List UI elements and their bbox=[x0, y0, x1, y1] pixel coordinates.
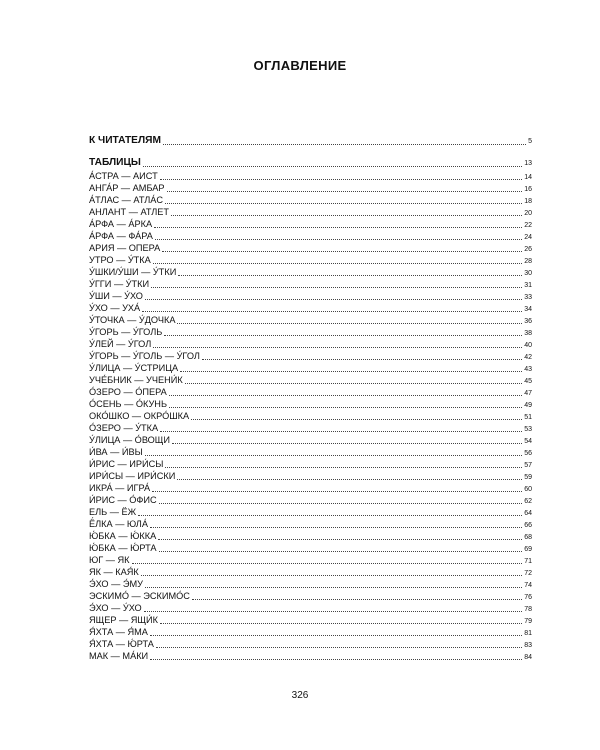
toc-entry[interactable] bbox=[89, 242, 532, 254]
toc-page-number: 60 bbox=[524, 486, 532, 493]
toc-entry[interactable] bbox=[89, 554, 532, 566]
toc-section-label: К ЧИТАТЕЛЯМ bbox=[89, 135, 161, 146]
toc-page-number: 24 bbox=[524, 234, 532, 241]
toc-entry-label: Э́ХО — Э́МУ bbox=[89, 579, 143, 589]
toc-page-number: 31 bbox=[524, 282, 532, 289]
toc-entry-label: У́ЛИЦА — У́СТРИЦА bbox=[89, 363, 179, 373]
toc-entry-label: АРИЯ — ОПЕРА bbox=[89, 243, 161, 253]
dot-leader bbox=[154, 227, 522, 228]
toc-intro bbox=[89, 134, 532, 148]
dot-leader bbox=[177, 323, 522, 324]
dot-leader bbox=[153, 263, 522, 264]
toc-page-number: 54 bbox=[524, 438, 532, 445]
toc-entry[interactable] bbox=[89, 434, 532, 446]
toc-entry-label: У́ЛЕЙ — У́ГОЛ bbox=[89, 339, 152, 349]
toc-entry-label: О́ЗЕРО — У́ТКА bbox=[89, 423, 159, 433]
toc-entry[interactable] bbox=[89, 350, 532, 362]
dot-leader bbox=[171, 215, 522, 216]
dot-leader bbox=[152, 491, 522, 492]
toc-entry[interactable] bbox=[89, 374, 532, 386]
dot-leader bbox=[143, 166, 522, 167]
toc-entry-label: УЧЕ́БНИК — УЧЕНИ́К bbox=[89, 375, 183, 385]
toc-entry[interactable] bbox=[89, 326, 532, 338]
toc-page-number: 5 bbox=[528, 138, 532, 145]
toc-page-number: 66 bbox=[524, 522, 532, 529]
toc-entry-label: ОКО́ШКО — ОКРО́ШКА bbox=[89, 411, 190, 421]
toc-page-number: 57 bbox=[524, 462, 532, 469]
toc-entry-label: И́РИС — ИРИ́СЫ bbox=[89, 459, 164, 469]
dot-leader bbox=[192, 599, 522, 600]
toc-entry-label: ЕЛЬ — ЁЖ bbox=[89, 507, 137, 517]
toc-entry[interactable] bbox=[89, 590, 532, 602]
dot-leader bbox=[132, 563, 523, 564]
dot-leader bbox=[185, 383, 523, 384]
toc-page-number: 20 bbox=[524, 210, 532, 217]
dot-leader bbox=[160, 431, 522, 432]
dot-leader bbox=[155, 239, 522, 240]
toc-page-number: 72 bbox=[524, 570, 532, 577]
toc-entry-label: АНЛАНТ — АТЛЕТ bbox=[89, 207, 170, 217]
toc-entry-label: УТРО — У́ТКА bbox=[89, 255, 151, 265]
toc-entry-label: ИРИ́СЫ — ИРИ́СКИ bbox=[89, 471, 176, 481]
toc-page-number: 62 bbox=[524, 498, 532, 505]
toc-entry[interactable] bbox=[89, 314, 532, 326]
dot-leader bbox=[162, 251, 522, 252]
dot-leader bbox=[191, 419, 522, 420]
toc-page-number: 18 bbox=[524, 198, 532, 205]
toc-entry[interactable] bbox=[89, 542, 532, 554]
page-number: 326 bbox=[291, 690, 309, 701]
toc-entry[interactable] bbox=[89, 290, 532, 302]
toc-list bbox=[89, 156, 532, 662]
toc-page-number: 59 bbox=[524, 474, 532, 481]
toc-page-number: 79 bbox=[524, 618, 532, 625]
toc-entry[interactable] bbox=[89, 638, 532, 650]
toc-page-number: 64 bbox=[524, 510, 532, 517]
dot-leader bbox=[160, 179, 523, 180]
dot-leader bbox=[145, 455, 522, 456]
dot-leader bbox=[142, 311, 522, 312]
toc-entry-label: Я́ХТА — Ю́РТА bbox=[89, 639, 154, 649]
toc-entry-label: ЯЩЕР — ЯЩИ́К bbox=[89, 615, 159, 625]
dot-leader bbox=[159, 551, 523, 552]
dot-leader bbox=[172, 443, 522, 444]
toc-entry-label: И́ВА — И́ВЫ bbox=[89, 447, 143, 457]
toc-entry-label: Ё́ЛКА — ЮЛА́ bbox=[89, 519, 148, 529]
toc-entry[interactable] bbox=[89, 482, 532, 494]
dot-leader bbox=[150, 659, 522, 660]
toc-entry-label: У́ШКИ/У́ШИ — У́ТКИ bbox=[89, 267, 177, 277]
toc-entry-label: Ю́БКА — Ю́РТА bbox=[89, 543, 157, 553]
toc-entry-label: О́ЗЕРО — О́ПЕРА bbox=[89, 387, 167, 397]
toc-page-number: 74 bbox=[524, 582, 532, 589]
toc-entry-label: У́ШИ — У́ХО bbox=[89, 291, 143, 301]
dot-leader bbox=[180, 371, 522, 372]
dot-leader bbox=[163, 144, 526, 145]
toc-page-number: 33 bbox=[524, 294, 532, 301]
toc-entry[interactable] bbox=[89, 338, 532, 350]
toc-page-number: 34 bbox=[524, 306, 532, 313]
dot-leader bbox=[145, 299, 522, 300]
dot-leader bbox=[165, 203, 522, 204]
toc-entry-label: ЯК — КАЯ́К bbox=[89, 567, 139, 577]
toc-entry-label: Э́ХО — У́ХО bbox=[89, 603, 142, 613]
toc-page-number: 13 bbox=[524, 160, 532, 167]
toc-page-number: 53 bbox=[524, 426, 532, 433]
dot-leader bbox=[202, 359, 522, 360]
toc-entry[interactable] bbox=[89, 206, 532, 218]
dot-leader bbox=[165, 467, 522, 468]
toc-entry[interactable] bbox=[89, 650, 532, 662]
toc-page-number: 16 bbox=[524, 186, 532, 193]
toc-page-number: 36 bbox=[524, 318, 532, 325]
toc-entry-label: У́ГГИ — У́ТКИ bbox=[89, 279, 150, 289]
dot-leader bbox=[141, 575, 522, 576]
dot-leader bbox=[160, 623, 522, 624]
toc-entry-label: У́ЛИЦА — О́ВОЩИ bbox=[89, 435, 171, 445]
toc-page-number: 38 bbox=[524, 330, 532, 337]
dot-leader bbox=[150, 527, 522, 528]
toc-entry[interactable] bbox=[89, 302, 532, 314]
toc-entry-label: АНГА́Р — АМБАР bbox=[89, 183, 165, 193]
toc-page-number: 51 bbox=[524, 414, 532, 421]
toc-entry[interactable] bbox=[89, 386, 532, 398]
toc-page-number: 84 bbox=[524, 654, 532, 661]
toc-entry-label: А́СТРА — АИСТ bbox=[89, 171, 158, 181]
toc-section-row[interactable] bbox=[89, 134, 532, 148]
toc-entry-label: МАК — МА́КИ bbox=[89, 651, 149, 661]
toc-page-number: 76 bbox=[524, 594, 532, 601]
toc-entry[interactable] bbox=[89, 494, 532, 506]
toc-entry-label: У́ГОРЬ — У́ГОЛЬ — У́ГОЛ bbox=[89, 351, 200, 361]
toc-entry[interactable] bbox=[89, 614, 532, 626]
toc-page-number: 28 bbox=[524, 258, 532, 265]
dot-leader bbox=[138, 515, 522, 516]
toc-page-number: 81 bbox=[524, 630, 532, 637]
toc-entry-label: ИКРА́ — ИГРА́ bbox=[89, 483, 151, 493]
toc-entry[interactable] bbox=[89, 518, 532, 530]
toc-page-number: 56 bbox=[524, 450, 532, 457]
toc-entry[interactable] bbox=[89, 170, 532, 182]
toc-page-number: 14 bbox=[524, 174, 532, 181]
toc-page-number: 45 bbox=[524, 378, 532, 385]
toc-entry[interactable] bbox=[89, 626, 532, 638]
toc-page-number: 22 bbox=[524, 222, 532, 229]
toc-entry-label: У́ХО — УХА́ bbox=[89, 303, 141, 313]
toc-page-number: 43 bbox=[524, 366, 532, 373]
dot-leader bbox=[178, 275, 522, 276]
dot-leader bbox=[177, 479, 522, 480]
dot-leader bbox=[159, 503, 523, 504]
dot-leader bbox=[158, 539, 522, 540]
toc-entry-label: У́ТОЧКА — У́ДОЧКА bbox=[89, 315, 176, 325]
toc-entry[interactable] bbox=[89, 182, 532, 194]
toc-entry-label: ЭСКИМО́ — ЭСКИМО́С bbox=[89, 591, 190, 601]
toc-entry[interactable] bbox=[89, 278, 532, 290]
dot-leader bbox=[156, 647, 522, 648]
dot-leader bbox=[164, 335, 522, 336]
toc-entry[interactable] bbox=[89, 506, 532, 518]
toc-entry[interactable] bbox=[89, 578, 532, 590]
toc-page-number: 40 bbox=[524, 342, 532, 349]
toc-page-number: 49 bbox=[524, 402, 532, 409]
dot-leader bbox=[169, 395, 522, 396]
toc-page-number: 42 bbox=[524, 354, 532, 361]
toc-entry[interactable] bbox=[89, 530, 532, 542]
toc-entry[interactable] bbox=[89, 566, 532, 578]
dot-leader bbox=[150, 635, 522, 636]
toc-entry-label: Я́ХТА — Я́МА bbox=[89, 627, 148, 637]
toc-page-number: 30 bbox=[524, 270, 532, 277]
toc-entry[interactable] bbox=[89, 254, 532, 266]
toc-page-number: 71 bbox=[524, 558, 532, 565]
toc-entry[interactable] bbox=[89, 410, 532, 422]
dot-leader bbox=[167, 191, 523, 192]
toc-page-number: 68 bbox=[524, 534, 532, 541]
toc-entry-label: А́ТЛАС — АТЛА́С bbox=[89, 195, 164, 205]
toc-page-number: 83 bbox=[524, 642, 532, 649]
toc-entry[interactable] bbox=[89, 458, 532, 470]
dot-leader bbox=[169, 407, 522, 408]
toc-section-row[interactable] bbox=[89, 156, 532, 170]
dot-leader bbox=[145, 587, 522, 588]
page-title: ОГЛАВЛЕНИЕ bbox=[253, 58, 347, 73]
toc-entry[interactable] bbox=[89, 266, 532, 278]
toc-page-number: 78 bbox=[524, 606, 532, 613]
toc-entry[interactable] bbox=[89, 602, 532, 614]
toc-entry-label: А́РФА — ФА́РА bbox=[89, 231, 153, 241]
toc-entry[interactable] bbox=[89, 194, 532, 206]
toc-entry-label: ЮГ — ЯК bbox=[89, 555, 130, 565]
dot-leader bbox=[144, 611, 523, 612]
toc-page-number: 26 bbox=[524, 246, 532, 253]
dot-leader bbox=[151, 287, 522, 288]
toc-entry-label: Ю́БКА — Ю́ККА bbox=[89, 531, 157, 541]
dot-leader bbox=[153, 347, 522, 348]
toc-entry[interactable] bbox=[89, 470, 532, 482]
toc-entry-label: А́РФА — А́РКА bbox=[89, 219, 153, 229]
toc-entry[interactable] bbox=[89, 398, 532, 410]
toc-entry[interactable] bbox=[89, 218, 532, 230]
toc-page-number: 69 bbox=[524, 546, 532, 553]
toc-entry[interactable] bbox=[89, 446, 532, 458]
toc-entry-label: У́ГОРЬ — У́ГОЛЬ bbox=[89, 327, 163, 337]
toc-entry[interactable] bbox=[89, 362, 532, 374]
toc-page-number: 47 bbox=[524, 390, 532, 397]
toc-entry-label: О́СЕНЬ — О́КУНЬ bbox=[89, 399, 167, 409]
toc-entry-label: И́РИС — О́ФИС bbox=[89, 495, 157, 505]
toc-section-label: ТАБЛИЦЫ bbox=[89, 157, 141, 168]
toc-entry[interactable] bbox=[89, 230, 532, 242]
toc-entry[interactable] bbox=[89, 422, 532, 434]
